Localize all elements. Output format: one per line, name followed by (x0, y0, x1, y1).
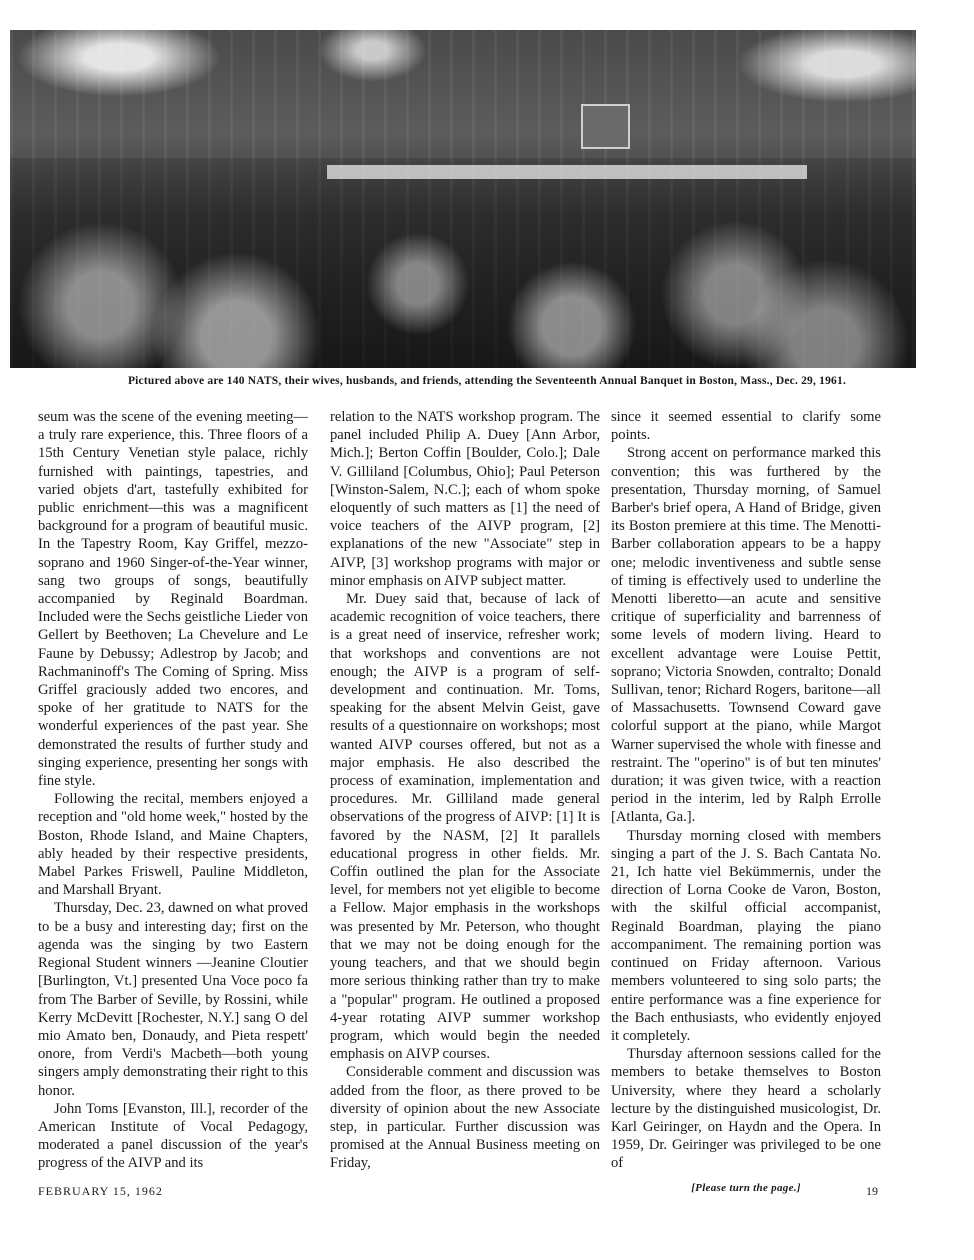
article-column-3 (611, 408, 881, 1197)
continuation-note: [Please turn the page.] (691, 1181, 801, 1194)
paragraph: Thursday afternoon sessions called for the members to betake themselves to Boston University, where they heard a scholarly lecture by the distinguished musicologist, Dr. Karl Geiringer, on Haydn and the Opera. In 1959, Dr. Geiringer was privileged to be one of (611, 1046, 881, 1172)
article-column-1 (38, 408, 308, 1173)
paragraph: since it seemed essential to clarify some points. (611, 409, 881, 444)
paragraph: Following the recital, members enjoyed a reception and "old home week," hosted by the Boston, Rhode Island, and Maine Chapters, ably headed by their respective presidents, Mabel Parkes Friswell, Pauline Middleton, and Marshall Bryant. (38, 791, 308, 899)
article-column-2 (330, 408, 600, 1173)
paragraph: Mr. Duey said that, because of lack of academic recognition of voice teachers, there is a great need of inservice, refresher work; that workshops and conventions are not enough; the AIVP is a program of self-development and continuation. Mr. Toms, speaking for the absent Melvin Geist, gave results of a questionnaire on workshops; most wanted AIVP courses offered, but not as a major emphasis. He also described the process of examination, implementation and procedures. Mr. Gilliland made general observations of the progress of AIVP: [1] It is favored by the NASM, [2] It parallels educational progress in other fields. Mr. Coffin outlined the plan for the Associate level, for members not yet eligible to become a Fellow. Major emphasis in the workshops was presented by Mr. Peterson, who thought that we may not be doing enough for the young teachers, and that we should begin more serious thinking rather than try to make a "popular" program. He outlined a proposed 4-year rotating AIVP summer workshop program, which would begin the needed emphasis on AIVP courses. (330, 591, 600, 1063)
photo-caption: Pictured above are 140 NATS, their wives, husbands, and friends, attending the Seventeenth Annual Banquet in Boston, Mass., Dec. 29, 1961. (127, 375, 847, 387)
paragraph: seum was the scene of the evening meeting—a truly rare experience, this. Three floors of a 15th Century Venetian style palace, richly furnished with paintings, tapestries, and varied objets d'art, tastefully exhibited for public enrichment—this was a magnificent background for a program of beautiful music. In the Tapestry Room, Kay Griffel, mezzo-soprano and 1960 Singer-of-the-Year winner, sang two groups of songs, beautifully accompanied by Reginald Boardman. Included were the Sechs geistliche Lieder von Gellert by Beethoven; La Chevelure and Le Faune by Debussy; Adlestrop by Jacob; and Rachmaninoff's The Coming of Spring. Miss Griffel graciously added two encores, and spoke of her gratitude to NATS for the wonderful experiences of the past year. She demonstrated the results of further study and singing experience, presenting her songs with fine style. (38, 409, 308, 790)
photo-wall-portrait (581, 104, 630, 149)
paragraph: Considerable comment and discussion was added from the floor, as there proved to be diversity of opinion about the new Associate step, in particular. Further discussion was promised at the Annual Business meeting on Friday, (330, 1064, 600, 1172)
paragraph: John Toms [Evanston, Ill.], recorder of the American Institute of Vocal Pedagogy, moderated a panel discussion of the year's progress of the AIVP and its (38, 1100, 308, 1172)
paragraph: Thursday, Dec. 23, dawned on what proved to be a busy and interesting day; first on the agenda was the singing by two Eastern Regional Student winners —Jeanine Cloutier [Burlington, Vt.] presented Una Voce poco fa from The Barber of Seville, by Rossini, while Kerry McDevitt [Rochester, N.Y.] sang O del mio Amato ben, Donaudy, and Pieta respett' onore, from Verdi's Macbeth—both young singers amply demonstrating their right to this honor. (38, 900, 308, 1099)
paragraph: Thursday morning closed with members singing a part of the J. S. Bach Cantata No. 21, Ich hatte viel Bekümmernis, under the direction of Lorna Cooke de Varon, Boston, with the skilful official accompanist, Reginald Boardman, playing the piano accompaniment. The remaining portion was continued on Friday afternoon. Various members volunteered to sing solo parts; the entire performance was a fine experience for the Bach enthusiasts, who evidently enjoyed it completely. (611, 827, 881, 1044)
paragraph: Strong accent on performance marked this convention; this was furthered by the presentation, Thursday morning, of Samuel Barber's brief opera, A Hand of Bridge, given its Boston premiere at this time. The Menotti-Barber collaboration appears to be a happy one; melodic inventiveness and subtle sense of timing is effectively used to underline the Menotti liberetto—an acute and sensitive critique of superficiality and barrenness of some levels of modern living. Heard to excellent advantage were Louise Pettit, soprano; Victoria Snowden, contralto; Donald Sullivan, tenor; Richard Rogers, baritone—all of Massachusetts. Townsend Coward gave colorful support at the piano, while Margot Warner supervised the whole with finesse and restraint. The "operino" is of but ten minutes' duration; it was given twice, with a reaction period in the interim, led by Ralph Errolle [Atlanta, Ga.]. (611, 445, 881, 826)
issue-date: FEBRUARY 15, 1962 (38, 1184, 163, 1198)
banquet-photo (10, 30, 916, 368)
paragraph: relation to the NATS workshop program. The panel included Philip A. Duey [Ann Arbor, Mich.]; Berton Coffin [Boulder, Colo.]; Dale V. Gilliland [Columbus, Ohio]; Paul Peterson [Winston-Salem, N.C.]; each of whom spoke eloquently of such matters as [1] the need of voice teachers of the AIVP program, [2] explanations of the new "Associate" step in AIVP, [3] workshop programs with major or minor emphasis on AIVP subject matter. (330, 409, 600, 589)
page-number: 19 (866, 1184, 878, 1198)
photo-banquet-floor (10, 158, 916, 368)
photo-head-table (327, 165, 807, 179)
